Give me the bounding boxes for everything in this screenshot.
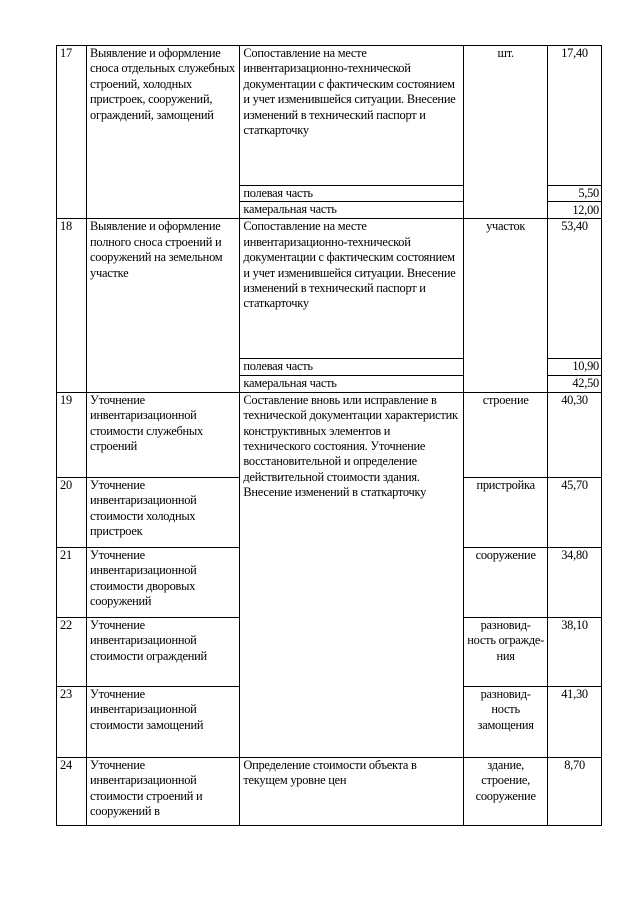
price-total: 34,80 <box>548 547 602 617</box>
office-part-label: камеральная часть <box>240 202 464 219</box>
work-description: Сопоставление на месте инвентаризационно-технической документации с фактическим состоянием и учет изменившейся ситуации. Внесение изменений в технический паспорт и статкарточку <box>240 46 464 186</box>
price-table <box>56 45 602 826</box>
work-name: Выявление и оформление полного сноса строений и сооружений на земельном участке <box>87 219 240 392</box>
table-row <box>57 392 602 477</box>
unit-empty <box>464 359 548 375</box>
row-number: 18 <box>57 219 87 392</box>
price-total: 38,10 <box>548 617 602 686</box>
field-part-price: 5,50 <box>548 186 602 202</box>
unit-empty <box>464 202 548 219</box>
unit-of-measure: разновид-ность огражде-ния <box>464 617 548 686</box>
table-row <box>57 757 602 825</box>
row-number: 17 <box>57 46 87 219</box>
unit-of-measure: строение <box>464 392 548 477</box>
work-name: Уточнение инвентаризационной стоимости холодных пристроек <box>87 477 240 547</box>
unit-of-measure: участок <box>464 219 548 359</box>
work-description: Сопоставление на месте инвентаризационно-технической документации с фактическим состоянием и учет изменившейся ситуации. Внесение изменений в технический паспорт и статкарточку <box>240 219 464 359</box>
field-part-label: полевая часть <box>240 359 464 375</box>
unit-of-measure: сооружение <box>464 547 548 617</box>
field-part-price: 10,90 <box>548 359 602 375</box>
unit-of-measure: пристройка <box>464 477 548 547</box>
unit-empty <box>464 186 548 202</box>
work-name: Уточнение инвентаризационной стоимости служебных строений <box>87 392 240 477</box>
unit-of-measure: разновид-ность замощения <box>464 686 548 757</box>
shared-work-description: Составление вновь или исправление в технической документации характеристик конструктивных элементов и технического состояния. Уточнение восстановительной и определение действительной стоимости здания. Внесение изменений в статкарточку <box>240 392 464 757</box>
row-number: 23 <box>57 686 87 757</box>
unit-of-measure: здание, строение, сооружение <box>464 757 548 825</box>
row-number: 24 <box>57 757 87 825</box>
row-number: 20 <box>57 477 87 547</box>
work-name: Уточнение инвентаризационной стоимости замощений <box>87 686 240 757</box>
row-number: 19 <box>57 392 87 477</box>
work-name: Уточнение инвентаризационной стоимости строений и сооружений в <box>87 757 240 825</box>
price-total: 41,30 <box>548 686 602 757</box>
table-row <box>57 46 602 186</box>
office-part-price: 12,00 <box>548 202 602 219</box>
price-total: 40,30 <box>548 392 602 477</box>
row-number: 21 <box>57 547 87 617</box>
price-total: 17,40 <box>548 46 602 186</box>
work-name: Выявление и оформление сноса отдельных служебных строений, холодных пристроек, сооружений, ограждений, замощений <box>87 46 240 219</box>
row-number: 22 <box>57 617 87 686</box>
field-part-label: полевая часть <box>240 186 464 202</box>
work-name: Уточнение инвентаризационной стоимости ограждений <box>87 617 240 686</box>
unit-empty <box>464 375 548 392</box>
price-total: 8,70 <box>548 757 602 825</box>
price-total: 45,70 <box>548 477 602 547</box>
office-part-price: 42,50 <box>548 375 602 392</box>
price-total: 53,40 <box>548 219 602 359</box>
work-description: Определение стоимости объекта в текущем уровне цен <box>240 757 464 825</box>
unit-of-measure: шт. <box>464 46 548 186</box>
office-part-label: камеральная часть <box>240 375 464 392</box>
work-name: Уточнение инвентаризационной стоимости дворовых сооружений <box>87 547 240 617</box>
table-row <box>57 219 602 359</box>
